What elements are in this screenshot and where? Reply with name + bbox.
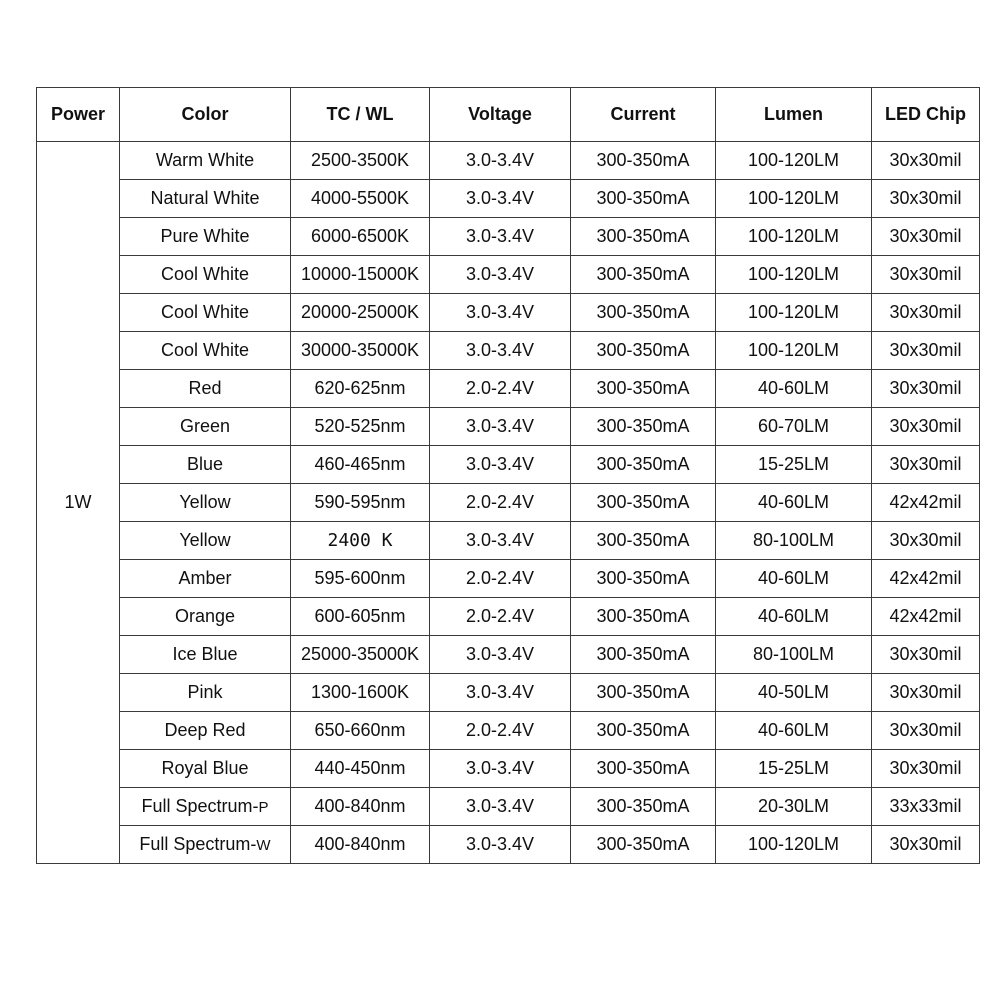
header-voltage: Voltage — [430, 88, 571, 142]
lumen-cell: 20-30LM — [716, 788, 872, 826]
tc-wl-cell: 440-450nm — [291, 750, 430, 788]
led-chip-cell: 30x30mil — [872, 408, 980, 446]
header-led-chip: LED Chip — [872, 88, 980, 142]
tc-wl-cell: 595-600nm — [291, 560, 430, 598]
current-cell: 300-350mA — [571, 370, 716, 408]
color-cell — [120, 826, 291, 864]
led-chip-cell: 30x30mil — [872, 218, 980, 256]
table-row — [37, 446, 980, 484]
tc-wl-cell: 520-525nm — [291, 408, 430, 446]
lumen-cell: 40-60LM — [716, 560, 872, 598]
voltage-cell: 3.0-3.4V — [430, 788, 571, 826]
current-cell: 300-350mA — [571, 636, 716, 674]
led-chip-cell: 30x30mil — [872, 370, 980, 408]
voltage-cell: 3.0-3.4V — [430, 826, 571, 864]
table-row — [37, 522, 980, 560]
led-chip-cell: 30x30mil — [872, 750, 980, 788]
led-spec-table — [36, 87, 980, 864]
voltage-cell: 3.0-3.4V — [430, 294, 571, 332]
led-chip-cell: 30x30mil — [872, 256, 980, 294]
color-name: Blue — [186, 454, 224, 474]
lumen-cell: 80-100LM — [716, 522, 872, 560]
current-cell: 300-350mA — [571, 560, 716, 598]
current-cell: 300-350mA — [571, 332, 716, 370]
color-suffix: P — [258, 799, 269, 816]
led-chip-cell: 42x42mil — [872, 484, 980, 522]
table-row — [37, 674, 980, 712]
led-chip-cell: 30x30mil — [872, 674, 980, 712]
color-cell — [120, 180, 291, 218]
lumen-cell: 40-50LM — [716, 674, 872, 712]
current-cell: 300-350mA — [571, 446, 716, 484]
led-chip-cell: 30x30mil — [872, 636, 980, 674]
tc-wl-cell: 1300-1600K — [291, 674, 430, 712]
current-cell: 300-350mA — [571, 826, 716, 864]
led-chip-cell: 30x30mil — [872, 142, 980, 180]
color-name: Ice Blue — [172, 644, 238, 664]
lumen-cell: 100-120LM — [716, 826, 872, 864]
color-name: Pink — [187, 682, 223, 702]
lumen-cell: 80-100LM — [716, 636, 872, 674]
table-row — [37, 598, 980, 636]
led-chip-cell: 42x42mil — [872, 598, 980, 636]
table-row — [37, 826, 980, 864]
tc-wl-cell: 650-660nm — [291, 712, 430, 750]
color-name: Full Spectrum- — [141, 796, 259, 816]
color-name: Warm White — [155, 150, 255, 170]
color-suffix: W — [256, 837, 271, 854]
color-cell — [120, 332, 291, 370]
voltage-cell: 3.0-3.4V — [430, 256, 571, 294]
voltage-cell: 3.0-3.4V — [430, 522, 571, 560]
color-name: Pure White — [160, 226, 250, 246]
color-cell — [120, 218, 291, 256]
tc-wl-cell: 460-465nm — [291, 446, 430, 484]
tc-wl-cell: 25000-35000K — [291, 636, 430, 674]
color-name: Amber — [178, 568, 232, 588]
lumen-cell: 40-60LM — [716, 370, 872, 408]
lumen-cell: 40-60LM — [716, 598, 872, 636]
led-chip-cell: 33x33mil — [872, 788, 980, 826]
color-cell — [120, 636, 291, 674]
header-color: Color — [120, 88, 291, 142]
led-chip-cell: 30x30mil — [872, 826, 980, 864]
voltage-cell: 3.0-3.4V — [430, 408, 571, 446]
color-cell — [120, 484, 291, 522]
header-row — [37, 88, 980, 142]
tc-wl-cell: 4000-5500K — [291, 180, 430, 218]
current-cell: 300-350mA — [571, 294, 716, 332]
tc-wl-cell: 400-840nm — [291, 826, 430, 864]
tc-wl-cell: 20000-25000K — [291, 294, 430, 332]
voltage-cell: 2.0-2.4V — [430, 712, 571, 750]
header-lumen: Lumen — [716, 88, 872, 142]
tc-wl-cell: 600-605nm — [291, 598, 430, 636]
color-name: Cool White — [160, 340, 250, 360]
color-cell — [120, 674, 291, 712]
tc-wl-cell: 6000-6500K — [291, 218, 430, 256]
current-cell: 300-350mA — [571, 674, 716, 712]
lumen-cell: 60-70LM — [716, 408, 872, 446]
color-name: Cool White — [160, 302, 250, 322]
led-chip-cell: 30x30mil — [872, 332, 980, 370]
voltage-cell: 2.0-2.4V — [430, 598, 571, 636]
led-chip-cell: 42x42mil — [872, 560, 980, 598]
tc-wl-cell: 10000-15000K — [291, 256, 430, 294]
table-row — [37, 788, 980, 826]
led-chip-cell: 30x30mil — [872, 522, 980, 560]
color-name: Yellow — [179, 492, 231, 512]
voltage-cell: 2.0-2.4V — [430, 370, 571, 408]
voltage-cell: 3.0-3.4V — [430, 446, 571, 484]
current-cell: 300-350mA — [571, 180, 716, 218]
color-cell — [120, 408, 291, 446]
led-chip-cell: 30x30mil — [872, 294, 980, 332]
tc-wl-cell: 400-840nm — [291, 788, 430, 826]
table-row — [37, 218, 980, 256]
color-cell — [120, 294, 291, 332]
table-row — [37, 294, 980, 332]
color-name: Yellow — [179, 530, 231, 550]
color-name: Orange — [174, 606, 236, 626]
current-cell: 300-350mA — [571, 712, 716, 750]
led-chip-cell: 30x30mil — [872, 180, 980, 218]
table-body — [37, 142, 980, 864]
lumen-cell: 40-60LM — [716, 712, 872, 750]
voltage-cell: 3.0-3.4V — [430, 674, 571, 712]
table-row — [37, 750, 980, 788]
voltage-cell: 3.0-3.4V — [430, 750, 571, 788]
color-cell — [120, 560, 291, 598]
color-cell — [120, 712, 291, 750]
current-cell: 300-350mA — [571, 750, 716, 788]
voltage-cell: 3.0-3.4V — [430, 180, 571, 218]
color-cell — [120, 522, 291, 560]
color-cell — [120, 142, 291, 180]
color-cell — [120, 370, 291, 408]
tc-wl-cell: 2500-3500K — [291, 142, 430, 180]
lumen-cell: 40-60LM — [716, 484, 872, 522]
voltage-cell: 3.0-3.4V — [430, 218, 571, 256]
header-current: Current — [571, 88, 716, 142]
voltage-cell: 2.0-2.4V — [430, 484, 571, 522]
table-row — [37, 636, 980, 674]
table-row — [37, 484, 980, 522]
header-tc-wl: TC / WL — [291, 88, 430, 142]
voltage-cell: 2.0-2.4V — [430, 560, 571, 598]
lumen-cell: 100-120LM — [716, 294, 872, 332]
led-chip-cell: 30x30mil — [872, 446, 980, 484]
lumen-cell: 100-120LM — [716, 142, 872, 180]
lumen-cell: 100-120LM — [716, 180, 872, 218]
color-name: Cool White — [160, 264, 250, 284]
tc-wl-cell: 590-595nm — [291, 484, 430, 522]
current-cell: 300-350mA — [571, 218, 716, 256]
tc-wl-cell: 30000-35000K — [291, 332, 430, 370]
header-power: Power — [37, 88, 120, 142]
current-cell: 300-350mA — [571, 598, 716, 636]
led-chip-cell: 30x30mil — [872, 712, 980, 750]
lumen-cell: 100-120LM — [716, 218, 872, 256]
current-cell: 300-350mA — [571, 484, 716, 522]
table-row — [37, 180, 980, 218]
lumen-cell: 15-25LM — [716, 446, 872, 484]
voltage-cell: 3.0-3.4V — [430, 332, 571, 370]
table-row — [37, 712, 980, 750]
current-cell: 300-350mA — [571, 256, 716, 294]
table-row — [37, 560, 980, 598]
color-cell — [120, 256, 291, 294]
voltage-cell: 3.0-3.4V — [430, 636, 571, 674]
color-name: Full Spectrum- — [139, 834, 257, 854]
color-name: Royal Blue — [161, 758, 249, 778]
color-name: Natural White — [150, 188, 260, 208]
current-cell: 300-350mA — [571, 522, 716, 560]
current-cell: 300-350mA — [571, 788, 716, 826]
table-row — [37, 370, 980, 408]
table-row — [37, 408, 980, 446]
color-name: Green — [179, 416, 231, 436]
tc-wl-cell: 620-625nm — [291, 370, 430, 408]
table-row — [37, 256, 980, 294]
voltage-cell: 3.0-3.4V — [430, 142, 571, 180]
color-cell — [120, 788, 291, 826]
lumen-cell: 100-120LM — [716, 256, 872, 294]
current-cell: 300-350mA — [571, 408, 716, 446]
table-row — [37, 332, 980, 370]
lumen-cell: 15-25LM — [716, 750, 872, 788]
color-name: Deep Red — [164, 720, 246, 740]
color-cell — [120, 446, 291, 484]
color-cell — [120, 750, 291, 788]
tc-wl-cell: 2400 K — [291, 522, 430, 560]
color-cell — [120, 598, 291, 636]
power-cell: 1W — [37, 142, 120, 864]
color-name: Red — [188, 378, 222, 398]
table-row — [37, 142, 980, 180]
current-cell: 300-350mA — [571, 142, 716, 180]
lumen-cell: 100-120LM — [716, 332, 872, 370]
